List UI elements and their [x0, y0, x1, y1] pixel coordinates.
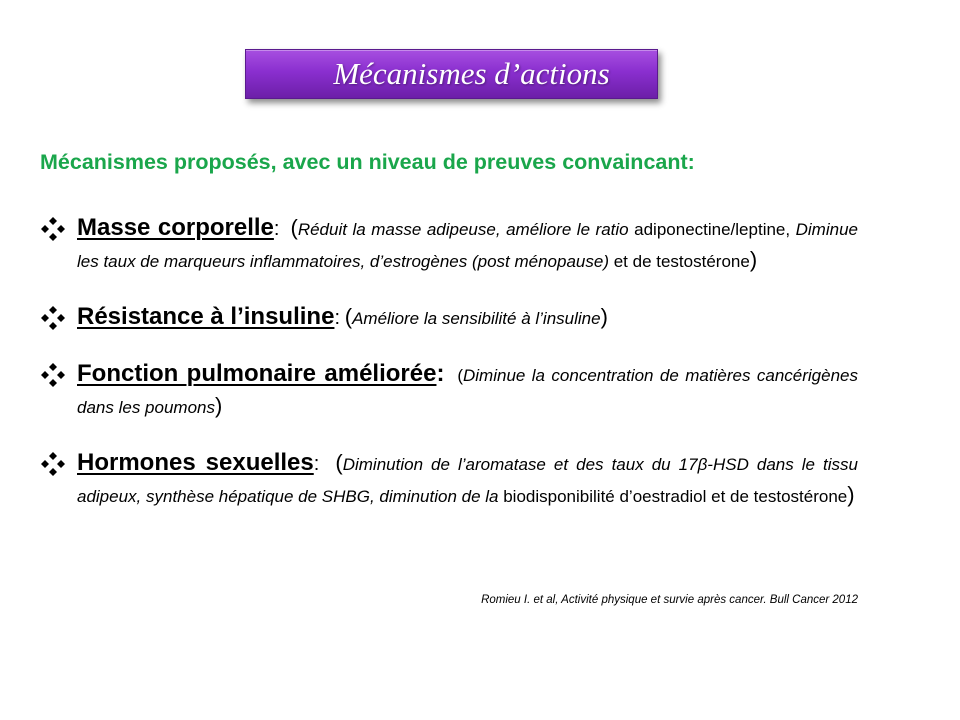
four-diamond-bullet-icon [40, 305, 66, 331]
mechanism-detail: adiponectine/leptine, [628, 220, 796, 239]
section-heading: Mécanismes proposés, avec un niveau de preuves convaincant: [40, 150, 695, 174]
mechanism-term: Fonction pulmonaire améliorée [77, 360, 437, 387]
slide-title: Mécanismes d’actions [333, 56, 610, 91]
mechanism-item-sex-hormones [40, 448, 858, 512]
mechanism-detail: Diminue les taux de marqueurs inflammatoires, d’estrogènes (post ménopause) [77, 220, 858, 271]
open-paren: ( [290, 215, 298, 240]
term-colon: : [313, 453, 320, 475]
mechanism-term: Masse corporelle [77, 214, 274, 241]
mechanism-text [77, 359, 858, 423]
four-diamond-bullet-icon [40, 451, 66, 477]
mechanism-text [77, 213, 858, 277]
open-paren: ( [335, 450, 343, 475]
mechanism-item-insulin-resistance [40, 302, 858, 334]
mechanism-detail: Diminue la concentration de matières [463, 366, 751, 385]
open-paren: ( [457, 366, 463, 385]
mechanism-item-pulmonary-function [40, 359, 858, 423]
four-diamond-bullet-icon [40, 362, 66, 388]
title-banner [245, 49, 658, 99]
term-colon: : [334, 307, 340, 329]
mechanism-term: Résistance à l’insuline [77, 303, 335, 330]
close-paren: ) [749, 247, 758, 272]
mechanism-detail: Améliore la sensibilité à l’insuline [352, 309, 601, 328]
close-paren: ) [214, 393, 223, 418]
mechanism-text [77, 302, 858, 334]
close-paren: ) [847, 482, 855, 507]
mechanism-detail: cancérigènes dans les poumons [77, 366, 858, 417]
term-colon: : [436, 360, 445, 387]
four-diamond-bullet-icon [40, 216, 66, 242]
mechanism-detail: biodisponibilité d’oestradiol et de testostérone [498, 487, 848, 506]
open-paren: ( [344, 304, 353, 329]
close-paren: ) [600, 304, 608, 329]
mechanism-detail: Réduit la masse adipeuse, améliore le ratio [297, 220, 629, 239]
mechanism-term: Hormones sexuelles [77, 449, 314, 476]
reference-citation: Romieu I. et al, Activité physique et survie après cancer. Bull Cancer 2012 [481, 594, 858, 606]
mechanism-text [77, 448, 858, 512]
mechanism-detail: et de testostérone [609, 252, 750, 271]
mechanism-detail: Diminution de l’aromatase et des taux du 17β-HSD dans le tissu adipeux, synthèse hépatique de SHBG, diminution de la [77, 455, 858, 506]
mechanism-list [40, 213, 858, 537]
term-colon: : [273, 218, 280, 240]
mechanism-item-body-mass [40, 213, 858, 277]
